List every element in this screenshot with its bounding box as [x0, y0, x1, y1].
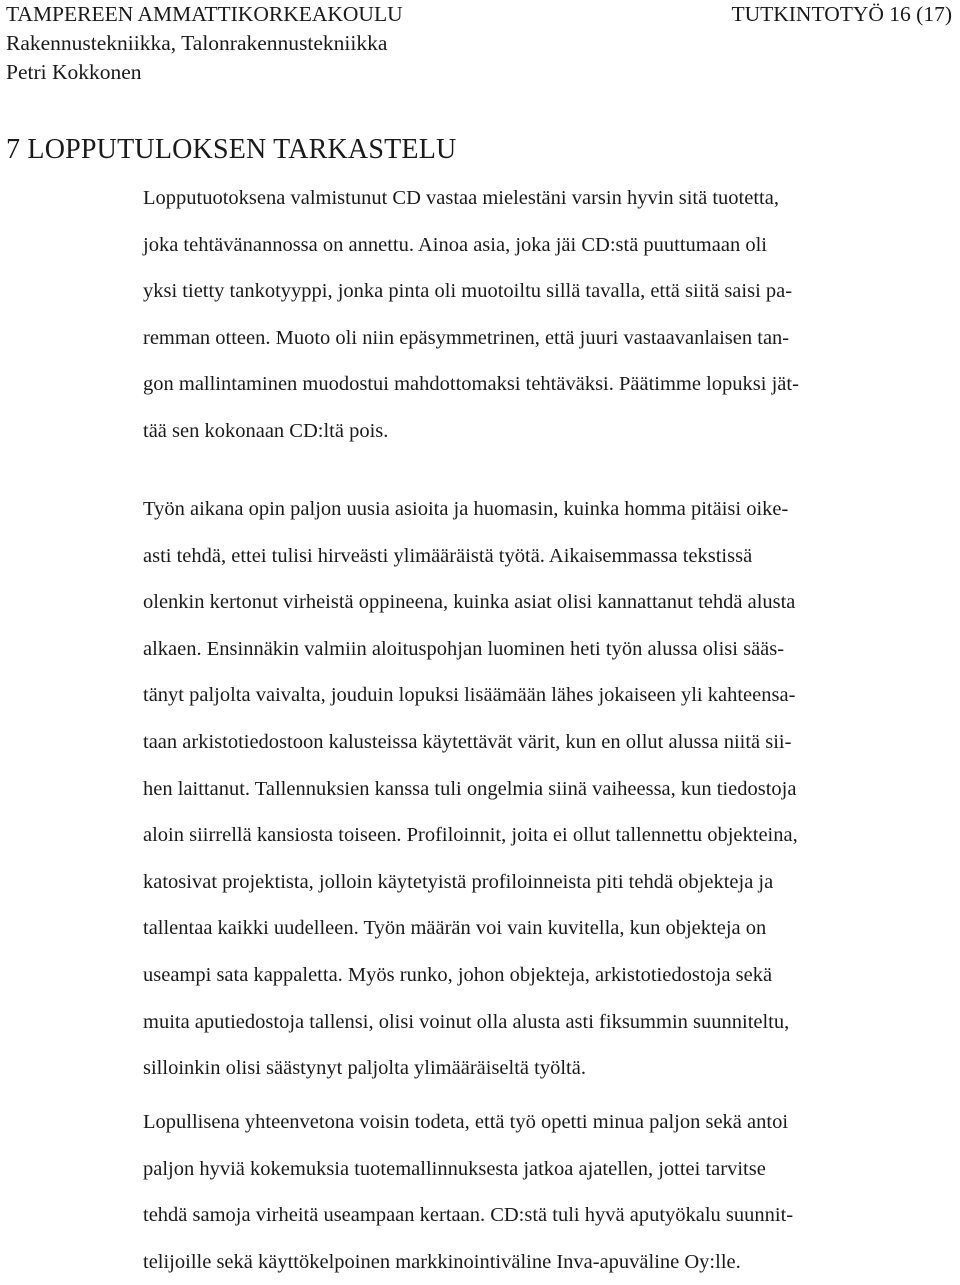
paragraph-line: tehdä samoja virheitä useampaan kertaan. CD:stä tuli hyvä aputyökalu suunnit-: [143, 1204, 794, 1227]
paragraph-line: paljon hyviä kokemuksia tuotemallinnuksesta jatkoa ajatellen, jottei tarvitse: [143, 1157, 766, 1180]
department-name: Rakennustekniikka, Talonrakennustekniikka: [6, 31, 388, 55]
paragraph-2: [143, 486, 955, 1092]
institution-name: TAMPEREEN AMMATTIKORKEAKOULU: [6, 2, 403, 26]
paragraph-line: hen laittanut. Tallennuksien kanssa tuli ongelmia siinä vaiheessa, kun tiedostoja: [143, 777, 797, 800]
author-name: Petri Kokkonen: [6, 60, 142, 84]
paragraph-line: olenkin kertonut virheistä oppineena, kuinka asiat olisi kannattanut tehdä alusta: [143, 591, 796, 614]
paragraph-line: telijoille sekä käyttökelpoinen markkinointiväline Inva-apuväline Oy:lle.: [143, 1250, 741, 1273]
paragraph-line: yksi tietty tankotyyppi, jonka pinta oli muotoiltu sillä tavalla, että siitä saisi pa-: [143, 280, 793, 303]
paragraph-line: tallentaa kaikki uudelleen. Työn määrän voi vain kuvitella, kun objekteja on: [143, 917, 767, 940]
paragraph-line: joka tehtävänannossa on annettu. Ainoa asia, joka jäi CD:stä puuttumaan oli: [143, 233, 767, 256]
document-info: [731, 0, 952, 29]
paragraph-line: remman otteen. Muoto oli niin epäsymmetrinen, että juuri vastaavanlaisen tan-: [143, 326, 790, 349]
paragraph-line: alkaen. Ensinnäkin valmiin aloituspohjan luominen heti työn alussa olisi sääs-: [143, 637, 785, 660]
paragraph-line: katosivat projektista, jolloin käytetyistä profiloinneista piti tehdä objekteja ja: [143, 870, 774, 893]
paragraph-line: asti tehdä, ettei tulisi hirveästi ylimääräistä työtä. Aikaisemmassa tekstissä: [143, 544, 753, 567]
paragraph-line: aloin siirrellä kansiosta toiseen. Profiloinnit, joita ei ollut tallennettu objekteina,: [143, 824, 798, 847]
paragraph-line: Lopullisena yhteenvetona voisin todeta, että työ opetti minua paljon sekä antoi: [143, 1111, 789, 1133]
paragraph-1: [143, 175, 955, 455]
paragraph-line: tää sen kokonaan CD:ltä pois.: [143, 419, 389, 442]
paragraph-line: taan arkistotiedostoon kalusteissa käytettävät värit, kun en ollut alussa niitä sii-: [143, 730, 792, 753]
paragraph-3: [143, 1099, 955, 1285]
paragraph-line: useampi sata kappaletta. Myös runko, johon objekteja, arkistotiedostoja sekä: [143, 963, 773, 986]
header-top-row: [6, 0, 952, 29]
paragraph-line: silloinkin olisi säästynyt paljolta ylimääräiseltä työltä.: [143, 1057, 586, 1080]
paragraph-line: Työn aikana opin paljon uusia asioita ja huomasin, kuinka homma pitäisi oike-: [143, 498, 789, 520]
page-header: [6, 0, 952, 87]
paragraph-line: Lopputuotoksena valmistunut CD vastaa mielestäni varsin hyvin sitä tuotetta,: [143, 187, 779, 209]
paragraph-line: tänyt paljolta vaivalta, jouduin lopuksi lisäämään lähes jokaiseen yli kahteensa-: [143, 684, 796, 707]
section-heading: 7 LOPPUTULOKSEN TARKASTELU: [6, 134, 457, 165]
paragraph-line: muita aputiedostoja tallensi, olisi voinut olla alusta asti fiksummin suunniteltu,: [143, 1010, 790, 1033]
paragraph-line: gon mallintaminen muodostui mahdottomaksi tehtäväksi. Päätimme lopuksi jät-: [143, 373, 799, 396]
document-type: TUTKINTOTYÖ: [731, 2, 884, 26]
page-number: 16 (17): [889, 2, 952, 26]
